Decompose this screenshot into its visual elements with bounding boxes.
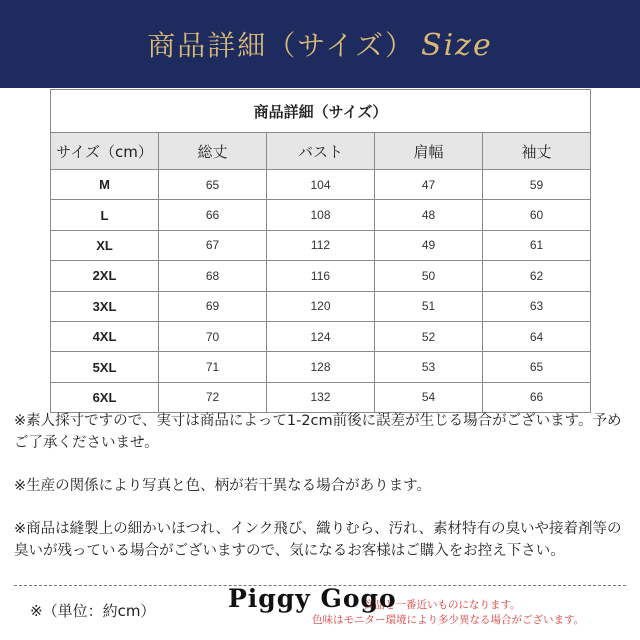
size-cell: 3XL (51, 291, 159, 321)
shoulder-cell: 53 (375, 352, 483, 382)
brand-logo: Piggy Gogo (228, 584, 397, 613)
header-shoulder: 肩幅 (375, 133, 483, 170)
title-banner (0, 0, 640, 88)
shoulder-cell: 47 (375, 170, 483, 200)
note-measurement: ※素人採寸ですので、実寸は商品によって1-2cm前後に誤差が生じる場合がございます。予めご了承くださいませ。 (14, 413, 622, 451)
banner-title-jp: 商品詳細（サイズ） (147, 29, 416, 62)
table-row (51, 352, 591, 382)
notes-section (14, 410, 630, 583)
banner-title-script: Size (421, 28, 493, 63)
length-cell: 65 (159, 170, 267, 200)
size-cell: 6XL (51, 382, 159, 412)
shoulder-cell: 54 (375, 382, 483, 412)
banner-title (0, 24, 640, 64)
size-cell: L (51, 200, 159, 230)
table-row (51, 321, 591, 351)
table-row (51, 261, 591, 291)
table-caption: 商品詳細（サイズ） (51, 90, 591, 133)
header-length: 総丈 (159, 133, 267, 170)
note-quality: ※商品は縫製上の細かいほつれ、インク飛び、織りむら、汚れ、素材特有の臭いや接着剤等の臭いが残っている場合がございますので、気になるお客様はご購入をお控え下さい。 (14, 521, 622, 559)
length-cell: 68 (159, 261, 267, 291)
bust-cell: 112 (267, 230, 375, 260)
bust-cell: 108 (267, 200, 375, 230)
length-cell: 66 (159, 200, 267, 230)
bust-cell: 132 (267, 382, 375, 412)
length-cell: 71 (159, 352, 267, 382)
bust-cell: 120 (267, 291, 375, 321)
table-row (51, 230, 591, 260)
header-size: サイズ（cm） (51, 133, 159, 170)
table-row (51, 200, 591, 230)
bust-cell: 116 (267, 261, 375, 291)
sleeve-cell: 62 (483, 261, 591, 291)
table-header-row (51, 133, 591, 170)
sleeve-cell: 61 (483, 230, 591, 260)
table-row (51, 291, 591, 321)
bust-cell: 124 (267, 321, 375, 351)
size-cell: XL (51, 230, 159, 260)
size-table (50, 89, 591, 413)
sleeve-cell: 66 (483, 382, 591, 412)
length-cell: 69 (159, 291, 267, 321)
sleeve-cell: 64 (483, 321, 591, 351)
sleeve-cell: 65 (483, 352, 591, 382)
sleeve-cell: 59 (483, 170, 591, 200)
shoulder-cell: 48 (375, 200, 483, 230)
note-color: ※生産の関係により写真と色、柄が若干異なる場合があります。 (14, 478, 431, 494)
unit-note: ※（単位：約cm） (30, 602, 156, 620)
length-cell: 67 (159, 230, 267, 260)
header-sleeve: 袖丈 (483, 133, 591, 170)
shoulder-cell: 52 (375, 321, 483, 351)
sleeve-cell: 63 (483, 291, 591, 321)
bust-cell: 128 (267, 352, 375, 382)
shoulder-cell: 50 (375, 261, 483, 291)
table-caption-row (51, 90, 591, 133)
bust-cell: 104 (267, 170, 375, 200)
size-cell: M (51, 170, 159, 200)
length-cell: 72 (159, 382, 267, 412)
shoulder-cell: 51 (375, 291, 483, 321)
length-cell: 70 (159, 321, 267, 351)
disclaimer-line-2: 色味はモニター環境により多少異なる場合がございます。 (312, 614, 585, 626)
sleeve-cell: 60 (483, 200, 591, 230)
header-bust: バスト (267, 133, 375, 170)
size-cell: 2XL (51, 261, 159, 291)
size-cell: 4XL (51, 321, 159, 351)
table-row (51, 382, 591, 412)
disclaimer-line-1: 商品と一番近いものになります。 (364, 599, 521, 611)
size-cell: 5XL (51, 352, 159, 382)
table-row (51, 170, 591, 200)
shoulder-cell: 49 (375, 230, 483, 260)
